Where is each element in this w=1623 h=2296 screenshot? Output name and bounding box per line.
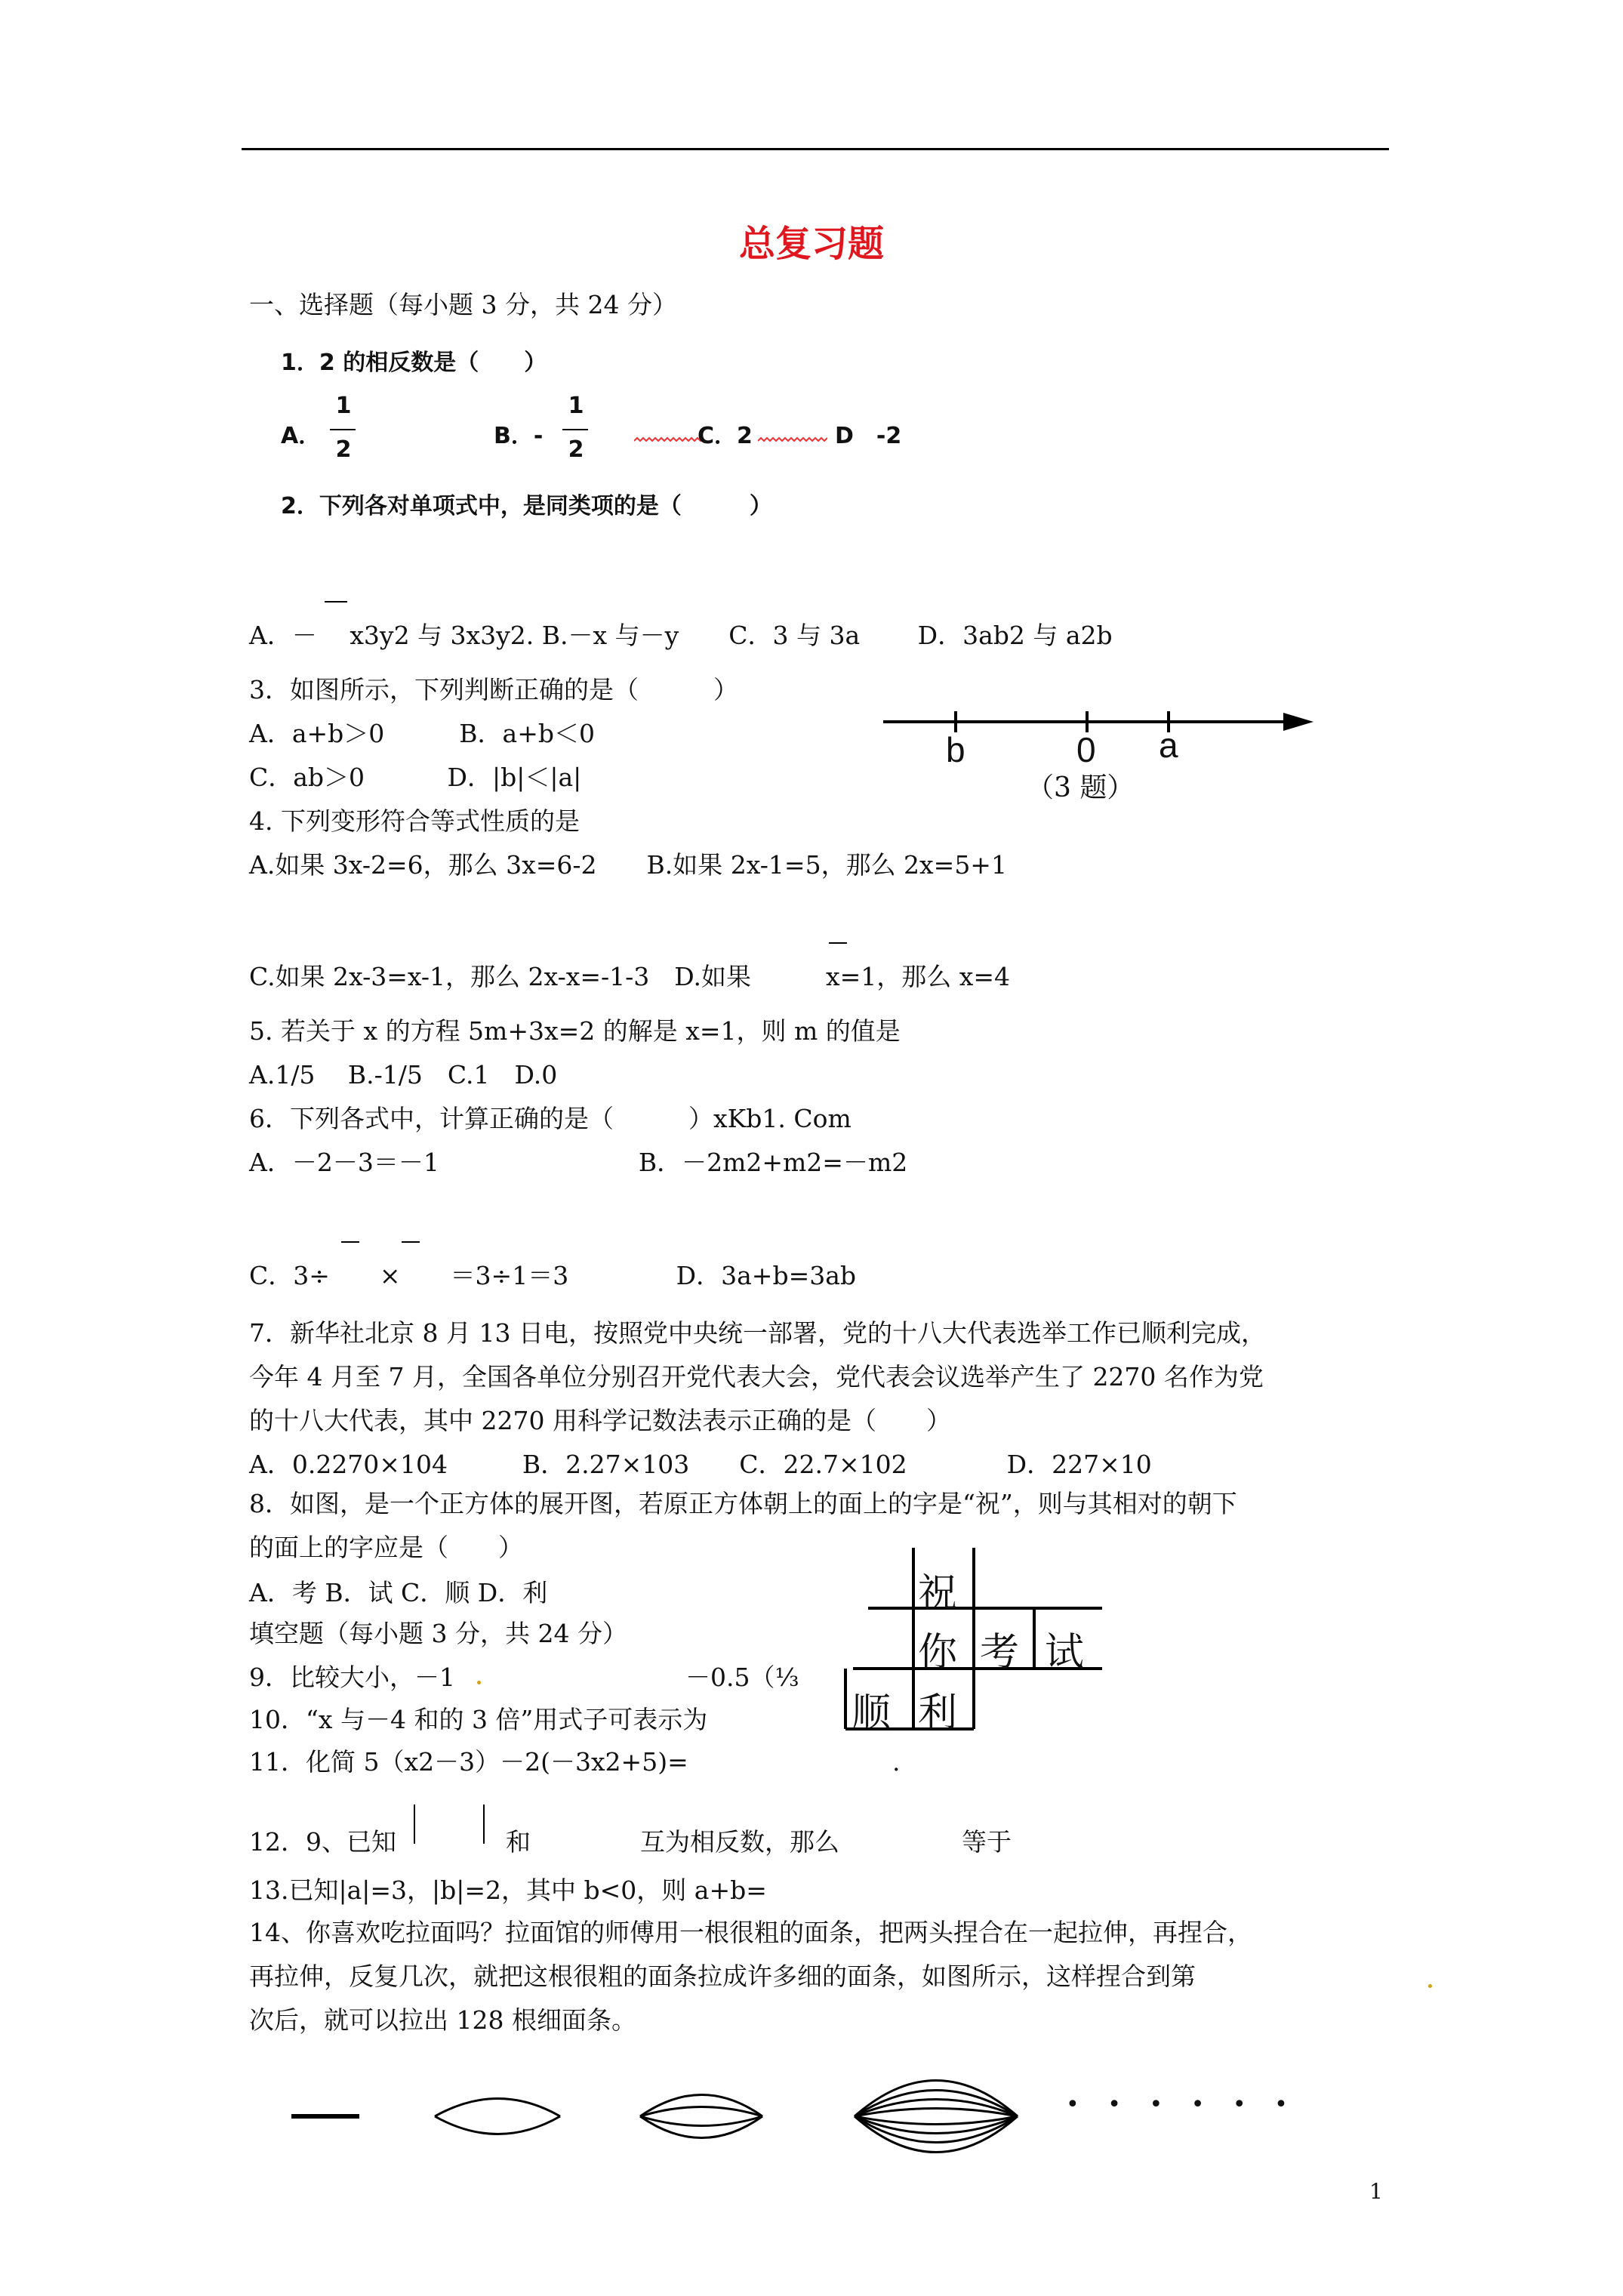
q6-stem: 6．下列各式中，计算正确的是（ ）xKb1. Com bbox=[249, 1104, 852, 1133]
page-title: 总复习题 bbox=[738, 223, 884, 265]
number-line-caption: （3 题） bbox=[1027, 772, 1135, 803]
artifact-dot bbox=[477, 1681, 481, 1684]
q8-options: A．考 B．试 C．顺 D．利 bbox=[249, 1578, 548, 1607]
q11-text: 11．化简 5（x2－3）－2(－3x2+5)= bbox=[249, 1747, 688, 1777]
q2-options: A．－ x3y2 与 3x3y2. B.－x 与－y C．3 与 3a D．3ab2 与 a2b bbox=[249, 621, 1113, 650]
q7-options: A．0.2270×104 B．2.27×103 C．22.7×102 D．227×10 bbox=[249, 1450, 1152, 1479]
q1-option-a-numerator: 1 bbox=[335, 393, 352, 419]
q1-option-b-prefix: B．- bbox=[494, 423, 544, 449]
q6-options-line1: A．－2－3＝－1 B．－2m2+m2=－m2 bbox=[249, 1148, 908, 1177]
q2-stem: 2．下列各对单项式中，是同类项的是（ ） bbox=[281, 493, 772, 519]
arrow-icon bbox=[1283, 713, 1313, 731]
q1-option-b-numerator: 1 bbox=[568, 393, 584, 419]
cube-net-face-shun: 顺 bbox=[852, 1690, 892, 1736]
q4-options-line1: A.如果 3x-2=6，那么 3x=6-2 B.如果 2x-1=5，那么 2x=5+1 bbox=[249, 850, 1007, 880]
q14-paragraph-line1: 14、你喜欢吃拉面吗？拉面馆的师傅用一根很粗的面条，把两头捏合在一起拉伸，再捏合， bbox=[249, 1918, 1252, 1947]
q3-options-line1: A．a+b＞0 B．a+b＜0 bbox=[249, 719, 595, 748]
noodle-ellipsis: • • • • • • bbox=[1066, 2091, 1298, 2118]
header-rule bbox=[242, 148, 1389, 150]
q3-stem: 3．如图所示，下列判断正确的是（ ） bbox=[249, 675, 738, 704]
q1-option-d: D -2 bbox=[835, 423, 902, 449]
q12-prefix: 12．9、已知 bbox=[249, 1827, 396, 1857]
cube-net-face-shi: 试 bbox=[1045, 1630, 1085, 1675]
q5-stem: 5. 若关于 x 的方程 5m+3x=2 的解是 x=1，则 m 的值是 bbox=[249, 1016, 901, 1046]
q6-fraction-bar-1 bbox=[341, 1241, 359, 1243]
q2-fraction-bar bbox=[325, 601, 347, 603]
section1-heading: 一、选择题（每小题 3 分，共 24 分） bbox=[249, 290, 677, 319]
q12-he: 和 bbox=[506, 1827, 531, 1857]
spellcheck-underline bbox=[758, 436, 827, 442]
q3-options-line2: C．ab＞0 D．|b|＜|a| bbox=[249, 763, 582, 792]
abs-bar-right bbox=[483, 1804, 485, 1844]
q4-options-line2: C.如果 2x-3=x-1，那么 2x-x=-1-3 D.如果 x=1，那么 x=4 bbox=[249, 962, 1011, 991]
section2-heading: 填空题（每小题 3 分，共 24 分） bbox=[249, 1619, 627, 1648]
q7-paragraph-line1: 7．新华社北京 8 月 13 日电，按照党中央统一部署，党的十八大代表选举工作已顺利完成， bbox=[249, 1318, 1266, 1348]
q9-right: －0.5（⅓ bbox=[685, 1663, 799, 1692]
q1-option-a-denominator: 2 bbox=[335, 436, 352, 463]
cube-net-face-li: 利 bbox=[918, 1690, 958, 1736]
noodle-stage-2-upper bbox=[435, 2099, 560, 2117]
q5-options: A.1/5 B.-1/5 C.1 D.0 bbox=[249, 1060, 558, 1089]
q7-paragraph-line3: 的十八大代表，其中 2270 用科学记数法表示正确的是（ ） bbox=[249, 1406, 951, 1435]
abs-bar-left bbox=[414, 1804, 415, 1844]
artifact-dot bbox=[1428, 1984, 1432, 1988]
q1-option-b-fraction-bar bbox=[562, 429, 588, 430]
q14-paragraph-line3: 次后，就可以拉出 128 根细面条。 bbox=[249, 2005, 636, 2035]
cube-net-face-kao: 考 bbox=[980, 1630, 1020, 1675]
q1-option-c: C．2 bbox=[698, 423, 753, 449]
number-line-label-a: a bbox=[1159, 726, 1178, 765]
q1-option-b-denominator: 2 bbox=[568, 436, 584, 463]
cube-net-face-ni: 你 bbox=[918, 1630, 958, 1675]
q13-text: 13.已知|a|=3，|b|=2，其中 b<0，则 a+b= bbox=[249, 1875, 767, 1905]
q14-paragraph-line2: 再拉伸，反复几次，就把这根很粗的面条拉成许多细的面条，如图所示，这样捏合到第 bbox=[249, 1962, 1196, 1991]
q11-end: . bbox=[892, 1747, 901, 1777]
number-line-label-0: 0 bbox=[1076, 730, 1096, 769]
number-line-label-b: b bbox=[946, 730, 965, 769]
q1-option-a-fraction-bar bbox=[330, 429, 356, 430]
q1-stem: 1．2 的相反数是（ ） bbox=[281, 350, 547, 376]
q4-stem: 4. 下列变形符合等式性质的是 bbox=[249, 806, 580, 836]
q10-text: 10．“x 与－4 和的 3 倍”用式子可表示为 bbox=[249, 1705, 708, 1734]
page-number: 1 bbox=[1369, 2179, 1383, 2204]
q12-mid: 互为相反数，那么 bbox=[640, 1827, 839, 1857]
spellcheck-underline bbox=[634, 436, 704, 442]
q8-paragraph-line2: 的面上的字应是（ ） bbox=[249, 1533, 523, 1562]
q7-paragraph-line2: 今年 4 月至 7 月，全国各单位分别召开党代表大会，党代表会议选举产生了 2270 名作为党 bbox=[249, 1362, 1264, 1391]
q4-fraction-bar bbox=[829, 942, 847, 944]
cube-net-face-zhu: 祝 bbox=[918, 1571, 958, 1616]
q8-paragraph-line1: 8．如图，是一个正方体的展开图，若原正方体朝上的面上的字是“祝”，则与其相对的朝下 bbox=[249, 1489, 1237, 1518]
q6-options-line2: C．3÷ × ＝3÷1＝3 D．3a+b=3ab bbox=[249, 1261, 857, 1290]
q9-left: 9．比较大小，－1 bbox=[249, 1663, 455, 1692]
q12-end: 等于 bbox=[962, 1827, 1012, 1857]
q1-option-a-prefix: A． bbox=[281, 423, 322, 449]
q6-fraction-bar-2 bbox=[402, 1241, 420, 1243]
noodle-stage-2-lower bbox=[435, 2116, 560, 2134]
